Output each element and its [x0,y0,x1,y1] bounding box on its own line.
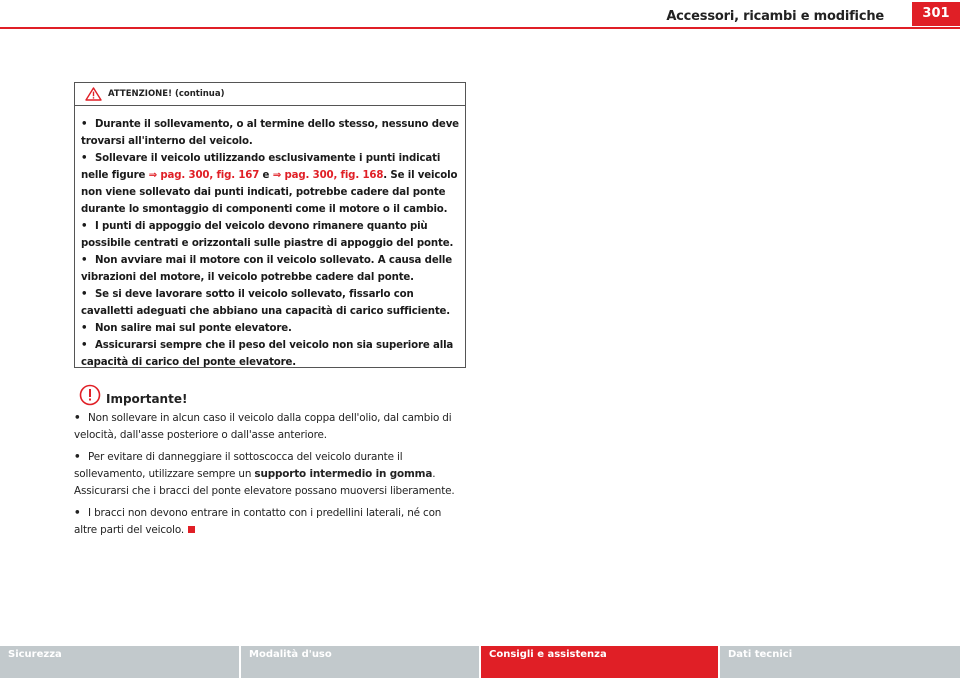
footer-tab-sicurezza[interactable]: Sicurezza [0,646,241,678]
warning-item: • Non salire mai sul ponte elevatore. [81,323,292,334]
footer-tab-dati-tecnici[interactable]: Dati tecnici [720,646,960,678]
page-reference-link[interactable]: ⇒ pag. 300, fig. 167 [148,170,260,181]
important-item: • Per evitare di danneggiare il sottoscocca del veicolo durante il sollevamento, utilizzare sempre un supporto intermedio in gomma. Assicurarsi che i bracci del ponte elevatore possano muoversi liberamente. [74,451,455,497]
warning-item: • Se si deve lavorare sotto il veicolo sollevato, fissarlo con cavalletti adeguati che abbiano una capacità di carico sufficiente. [81,289,451,317]
important-title: Importante! [106,392,188,406]
warning-item: • Assicurarsi sempre che il peso del veicolo non sia superiore alla capacità di carico del ponte elevatore. [81,340,454,368]
footer-tab-modalita-duso[interactable]: Modalità d'uso [241,646,481,678]
header-title: Accessori, ricambi e modifiche [666,9,884,24]
warning-item: • Durante il sollevamento, o al termine dello stesso, nessuno deve trovarsi all'interno del veicolo. [81,119,459,147]
warning-triangle-icon [85,87,102,101]
page-header [0,0,960,30]
end-of-section-mark [188,526,195,533]
warning-item: • Non avviare mai il motore con il veicolo sollevato. A causa delle vibrazioni del motore, il veicolo potrebbe cadere dal ponte. [81,255,453,283]
header-rule [0,27,960,29]
warning-title: ATTENZIONE! (continua) [108,89,225,99]
warning-header [75,83,465,106]
important-item: • Non sollevare in alcun caso il veicolo dalla coppa dell'olio, dal cambio di velocità, dall'asse posteriore o dall'asse anteriore. [74,412,452,441]
important-list [74,410,466,539]
warning-list [75,106,465,371]
warning-box [74,82,466,368]
page-number: 301 [912,2,960,26]
important-header [74,384,466,406]
page-reference-link[interactable]: ⇒ pag. 300, fig. 168 [272,170,384,181]
warning-item: • I punti di appoggio del veicolo devono rimanere quanto più possibile centrati e orizzontali sulle piastre di appoggio del ponte. [81,221,454,249]
warning-item: • Sollevare il veicolo utilizzando esclusivamente i punti indicati nelle figure ⇒ pag. 300, fig. 167 e ⇒ pag. 300, fig. 168. Se il veicolo non viene sollevato dai punti indicati, potrebbe cadere dal ponte durante lo smontaggio di componenti come il motore o il cambio. [81,153,458,215]
exclamation-circle-icon [79,384,101,406]
footer-tab-consigli-e-assistenza[interactable]: Consigli e assistenza [481,646,720,678]
footer-nav [0,646,960,678]
important-section [74,384,466,544]
important-item: • I bracci non devono entrare in contatto con i predellini laterali, né con altre parti del veicolo. [74,507,442,536]
